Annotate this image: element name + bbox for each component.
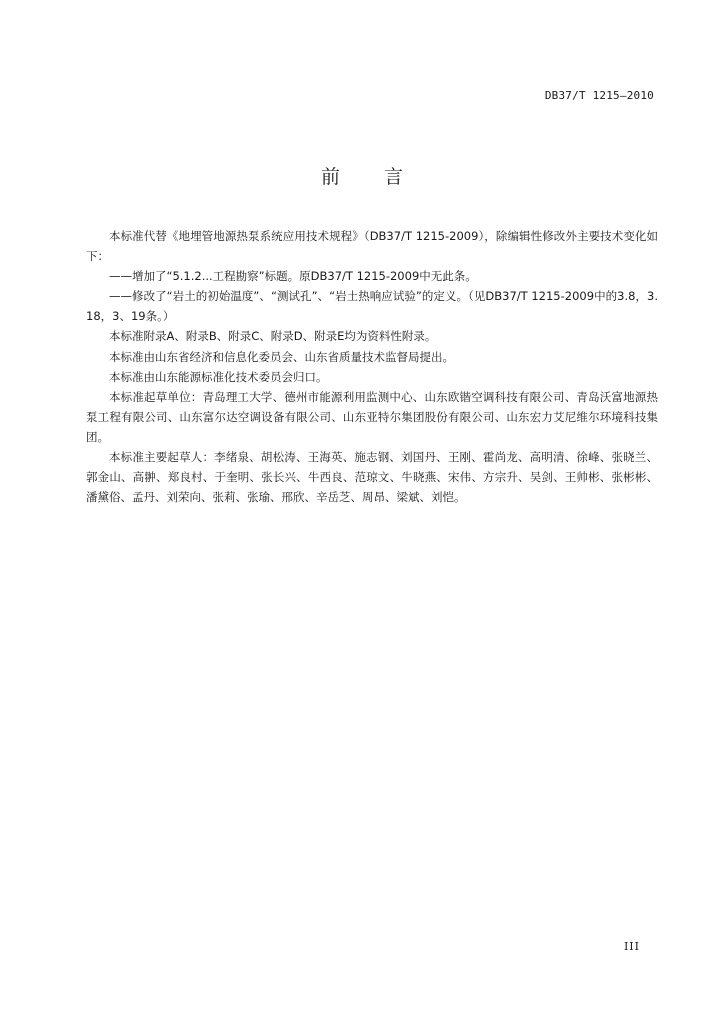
paragraph-drafting-units: 本标准起草单位：青岛理工大学、德州市能源利用监测中心、山东欧锴空调科技有限公司、青岛沃富地源热泵工程有限公司、山东富尔达空调设备有限公司、山东亚特尔集团股份有限公司、山东宏力艾尼维尔环境科技集团。	[86, 389, 658, 444]
paragraph-proposer: 本标准由山东省经济和信息化委员会、山东省质量技术监督局提出。	[109, 349, 454, 364]
page-title: 前言	[320, 166, 447, 188]
paragraph-change-1: ——增加了“5.1.2...工程勘察”标题。原DB37/T 1215-2009中无此条。	[109, 269, 477, 284]
paragraph-drafters: 本标准主要起草人：李绪泉、胡松涛、王海英、施志钢、刘国丹、王刚、霍尚龙、高明清、徐峰、张晓兰、郭金山、高翀、郑良村、于奎明、张长兴、牛西良、范琼文、牛晓燕、宋伟、方宗升、吴剑、王帅彬、张彬彬、潘黛俗、孟丹、刘荣向、张莉、张瑜、邢欣、辛岳芝、周昂、梁斌、刘恺。	[86, 450, 658, 505]
paragraph-replacement: 本标准代替《地埋管地源热泵系统应用技术规程》（DB37/T 1215-2009），除编辑性修改外主要技术变化如下：	[86, 229, 658, 264]
page-number: III	[623, 940, 640, 953]
standard-code: DB37/T 1215—2010	[544, 89, 654, 102]
document-body	[86, 226, 658, 507]
paragraph-change-2: ——修改了“岩土的初始温度”、“测试孔”、“岩土热响应试验”的定义。（见DB37/T 1215-2009中的3.8，3.18，3、19条。）	[86, 289, 658, 324]
paragraph-committee: 本标准由山东能源标准化技术委员会归口。	[109, 369, 328, 384]
paragraph-appendices: 本标准附录A、附录B、附录C、附录D、附录E均为资料性附录。	[109, 329, 437, 344]
